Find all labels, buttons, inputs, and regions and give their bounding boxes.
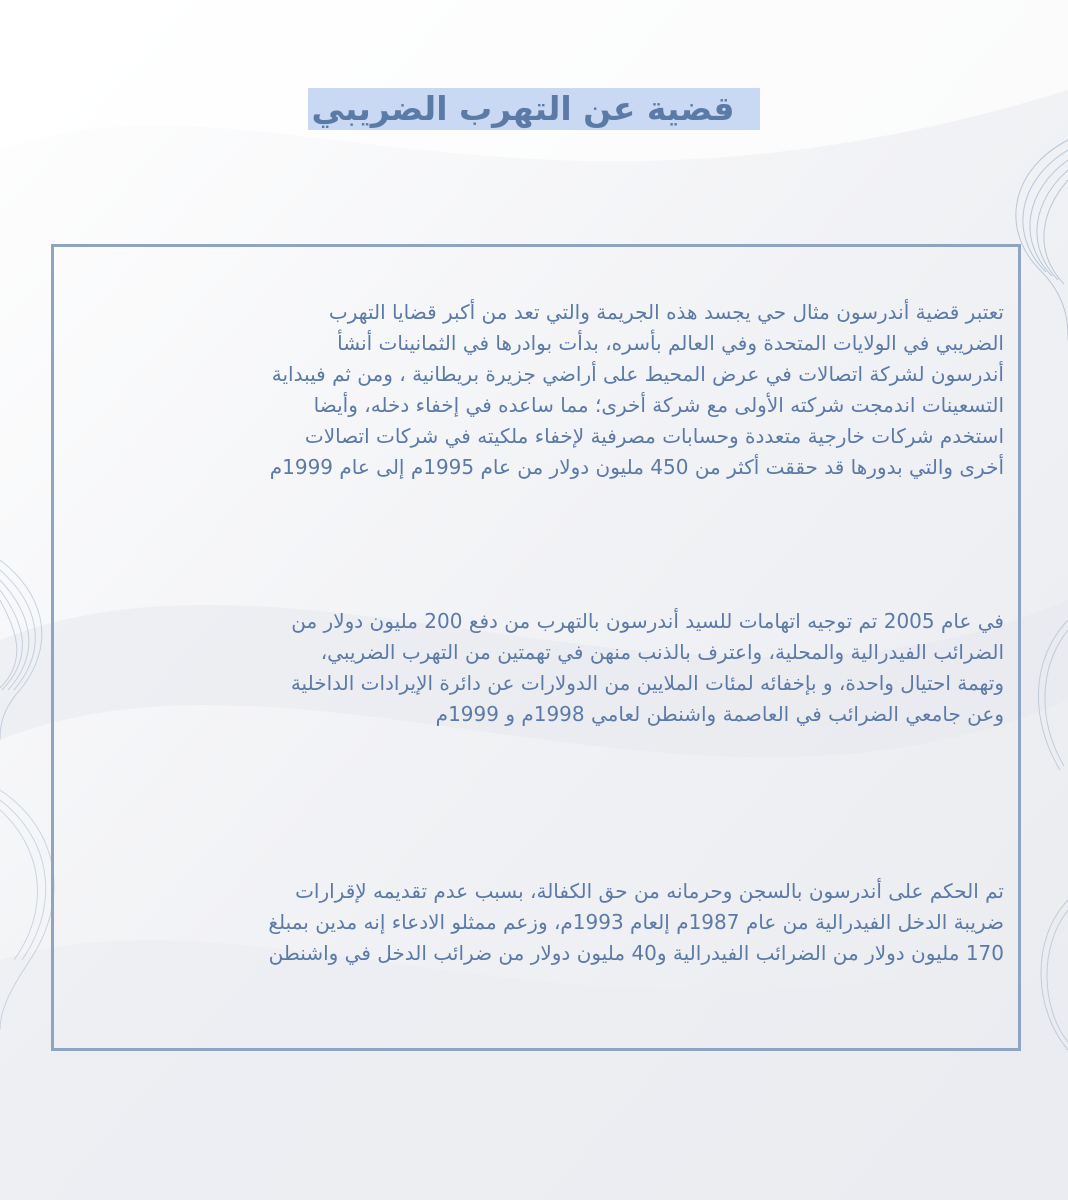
paragraph-line: أخرى والتي بدورها قد حققت أكثر من 450 مليون دولار من عام 1995م إلى عام 1999م bbox=[269, 455, 1004, 479]
paragraph-3 bbox=[106, 876, 1004, 969]
paragraph-line: الضريبي في الولايات المتحدة وفي العالم بأسره، بدأت بوادرها في الثمانينات أنشأ bbox=[337, 331, 1004, 355]
paragraph-line: أندرسون لشركة اتصالات في عرض المحيط على أراضي جزيرة بريطانية ، ومن ثم فيبداية bbox=[271, 362, 1004, 386]
paragraph-line: تعتبر قضية أندرسون مثال حي يجسد هذه الجريمة والتي تعد من أكبر قضايا التهرب bbox=[328, 300, 1004, 324]
paragraph-line: ضريبة الدخل الفيدرالية من عام 1987م إلعام 1993م، وزعم ممثلو الادعاء إنه مدين بمبلغ bbox=[268, 910, 1004, 934]
paragraph-1 bbox=[106, 297, 1004, 483]
paragraph-line: التسعينات اندمجت شركته الأولى مع شركة أخرى؛ مما ساعده في إخفاء دخله، وأيضا bbox=[313, 393, 1004, 417]
page-title: قضية عن التهرب الضريبي bbox=[308, 88, 761, 130]
paragraph-line: استخدم شركات خارجية متعددة وحسابات مصرفية لإخفاء ملكيته في شركات اتصالات bbox=[304, 424, 1004, 448]
paragraph-line: الضرائب الفيدرالية والمحلية، واعترف بالذنب منهن في تهمتين من التهرب الضريبي، bbox=[320, 640, 1004, 664]
paragraph-line: في عام 2005 تم توجيه اتهامات للسيد أندرسون بالتهرب من دفع 200 مليون دولار من bbox=[291, 609, 1004, 633]
paragraph-line: 170 مليون دولار من الضرائب الفيدرالية و40 مليون دولار من ضرائب الدخل في واشنطن bbox=[268, 941, 1004, 965]
title-container bbox=[0, 88, 1068, 130]
paragraph-2 bbox=[106, 606, 1004, 730]
paragraph-line: تم الحكم على أندرسون بالسجن وحرمانه من حق الكفالة، بسبب عدم تقديمه لإقرارات bbox=[295, 879, 1004, 903]
paragraph-line: وتهمة احتيال واحدة، و بإخفائه لمئات الملايين من الدولارات عن دائرة الإيرادات الداخلية bbox=[290, 671, 1004, 695]
paragraph-line: وعن جامعي الضرائب في العاصمة واشنطن لعامي 1998م و 1999م bbox=[435, 702, 1004, 726]
